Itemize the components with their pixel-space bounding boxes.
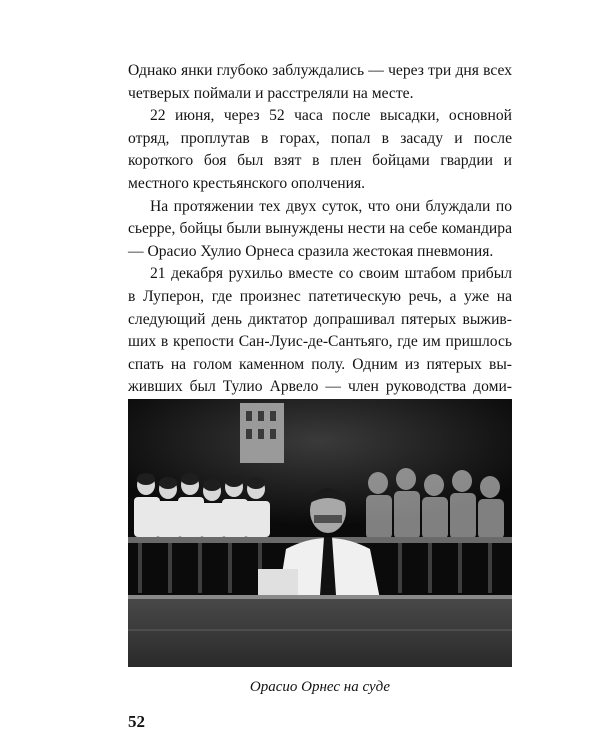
paragraph-2: 22 июня, через 52 часа после высадки, основной отряд, проплутав в горах, попал в засаду и после короткого боя был взят в плен бойцами гвардии и местного крестьянского ополчения. [128, 107, 512, 192]
paragraph-3: На протяжении тех двух суток, что они блуждали по сьерре, бойцы были вынуждены нести на себе командира — Орасио Хулио Орнеса сразила жестокая пневмония. [128, 197, 512, 260]
page-number: 52 [128, 712, 145, 731]
courtroom-photo-image [128, 399, 512, 667]
paragraph-1: Однако янки глубоко заблуждались — через три дня всех четверых поймали и расстреляли на месте. [128, 62, 512, 102]
courtroom-photo [128, 399, 512, 667]
paragraph-4: 21 декабря рухильо вместе со своим штабом прибыл в Луперон, где произнес патетическую речь, а уже на следующий день диктатор допрашивал пятерых выживших в крепости Сан-Луис-де-Сантьяго, где им пришлось спать на голом каменном полу. Одним из пятерых выживших был Тулио Арвело — член руководства доми [128, 265, 512, 396]
body-text [128, 60, 512, 444]
photo-caption: Орасио Орнес на суде [249, 679, 391, 695]
